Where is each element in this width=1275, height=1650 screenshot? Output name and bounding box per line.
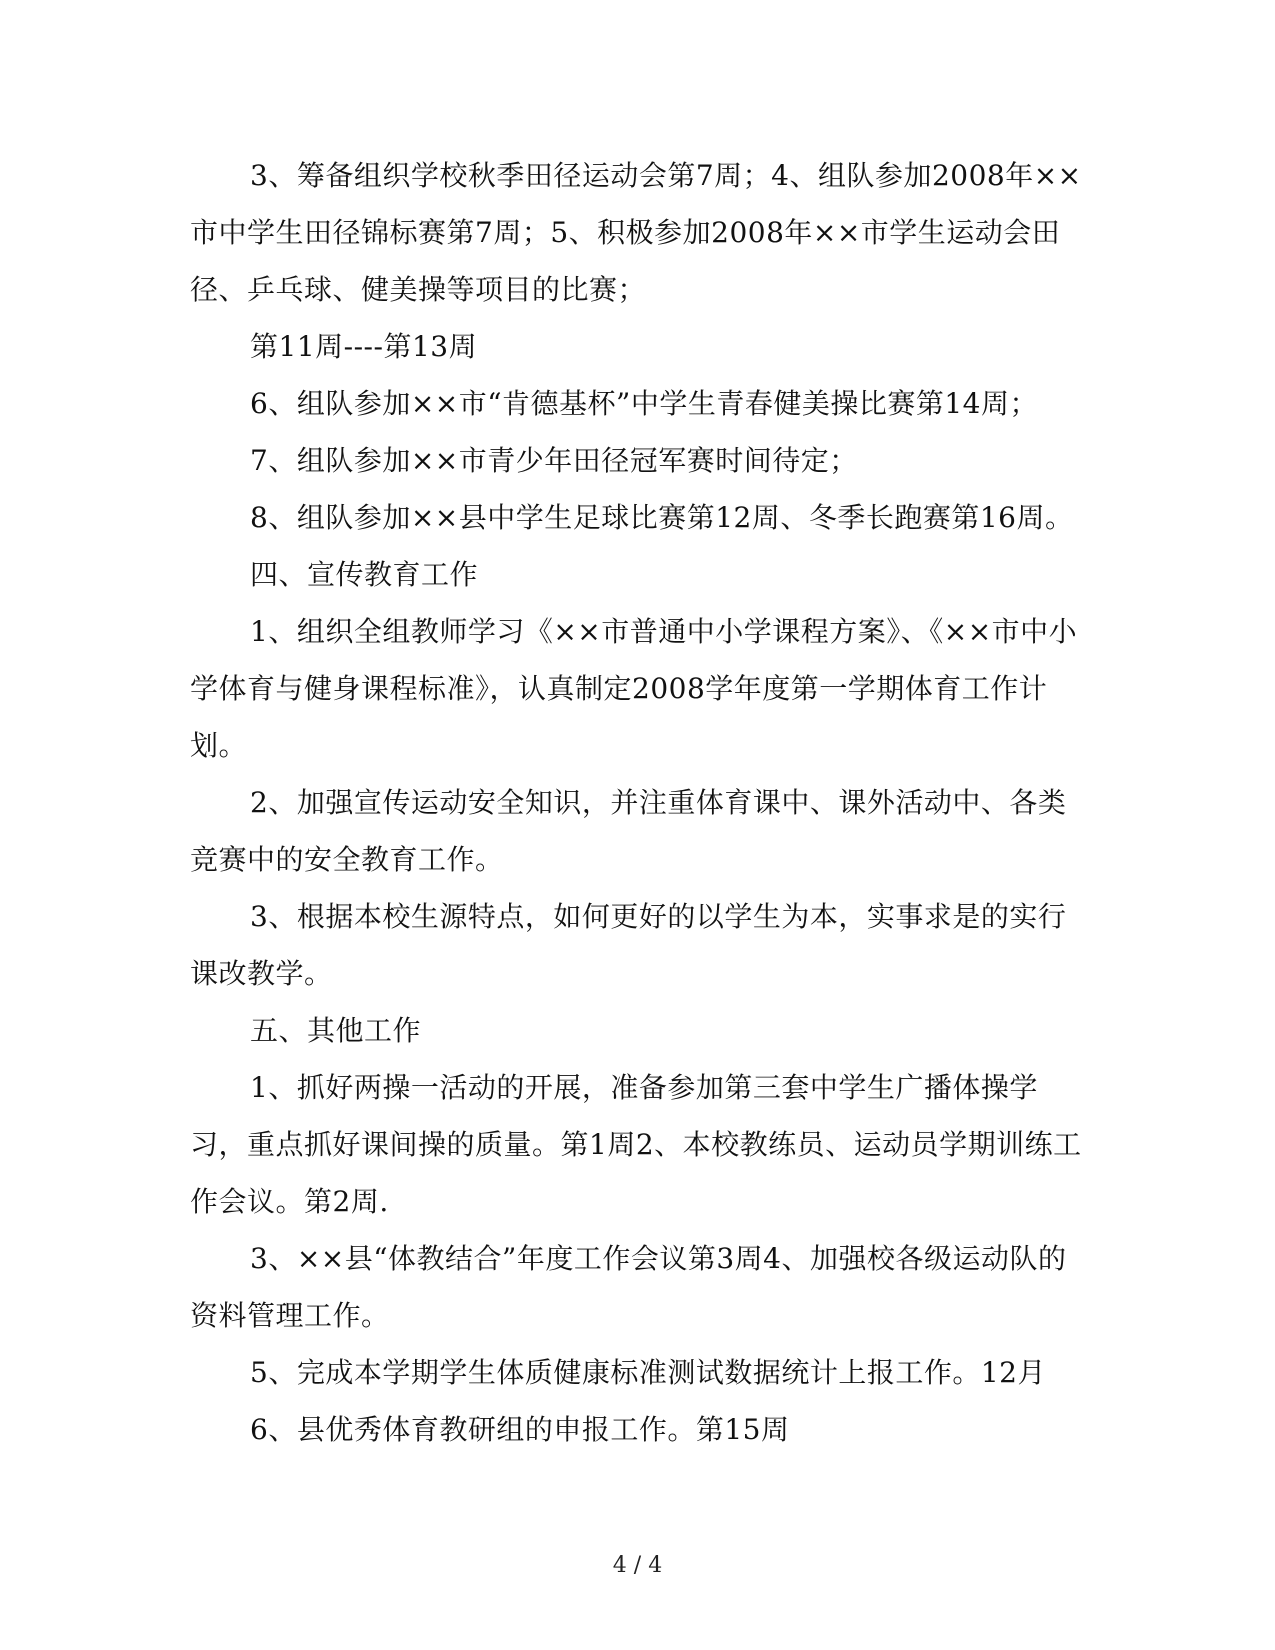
section-heading-education: 四、宣传教育工作 <box>250 558 479 591</box>
paragraph-curriculum-reform: 3、根据本校生源特点，如何更好的以学生为本，实事求是的实行课改教学。 <box>190 900 1067 990</box>
document-body <box>190 147 1090 1458</box>
section-heading-other-work: 五、其他工作 <box>250 1014 422 1047</box>
paragraph-football-longrun: 8、组队参加××县中学生足球比赛第12周、冬季长跑赛第16周。 <box>250 501 1074 534</box>
paragraph-youth-track-championship: 7、组队参加××市青少年田径冠军赛时间待定； <box>250 444 858 477</box>
paragraph-aerobics-competition: 6、组队参加××市“肯德基杯”中学生青春健美操比赛第14周； <box>250 387 1038 420</box>
paragraph-week-range: 第11周----第13周 <box>250 330 478 363</box>
paragraph-teaching-group: 6、县优秀体育教研组的申报工作。第15周 <box>250 1413 790 1446</box>
paragraph-sports-meet: 3、筹备组织学校秋季田径运动会第7周；4、组队参加2008年××市中学生田径锦标赛第7周；5、积极参加2008年××市学生运动会田径、乒乓球、健美操等项目的比赛； <box>190 159 1082 306</box>
paragraph-fitness-data: 5、完成本学期学生体质健康标准测试数据统计上报工作。12月 <box>250 1356 1046 1389</box>
paragraph-curriculum-study: 1、组织全组教师学习《××市普通中小学课程方案》、《××市中小学体育与健身课程标准》，认真制定2008学年度第一学期体育工作计划。 <box>190 615 1078 762</box>
page-number: 4 / 4 <box>612 1553 663 1578</box>
paragraph-county-meeting: 3、××县“体教结合”年度工作会议第3周4、加强校各级运动队的资料管理工作。 <box>190 1242 1067 1332</box>
paragraph-exercise-activity: 1、抓好两操一活动的开展，准备参加第三套中学生广播体操学习，重点抓好课间操的质量。第1周2、本校教练员、运动员学期训练工作会议。第2周. <box>190 1071 1082 1218</box>
paragraph-safety-education: 2、加强宣传运动安全知识，并注重体育课中、课外活动中、各类竞赛中的安全教育工作。 <box>190 786 1067 876</box>
